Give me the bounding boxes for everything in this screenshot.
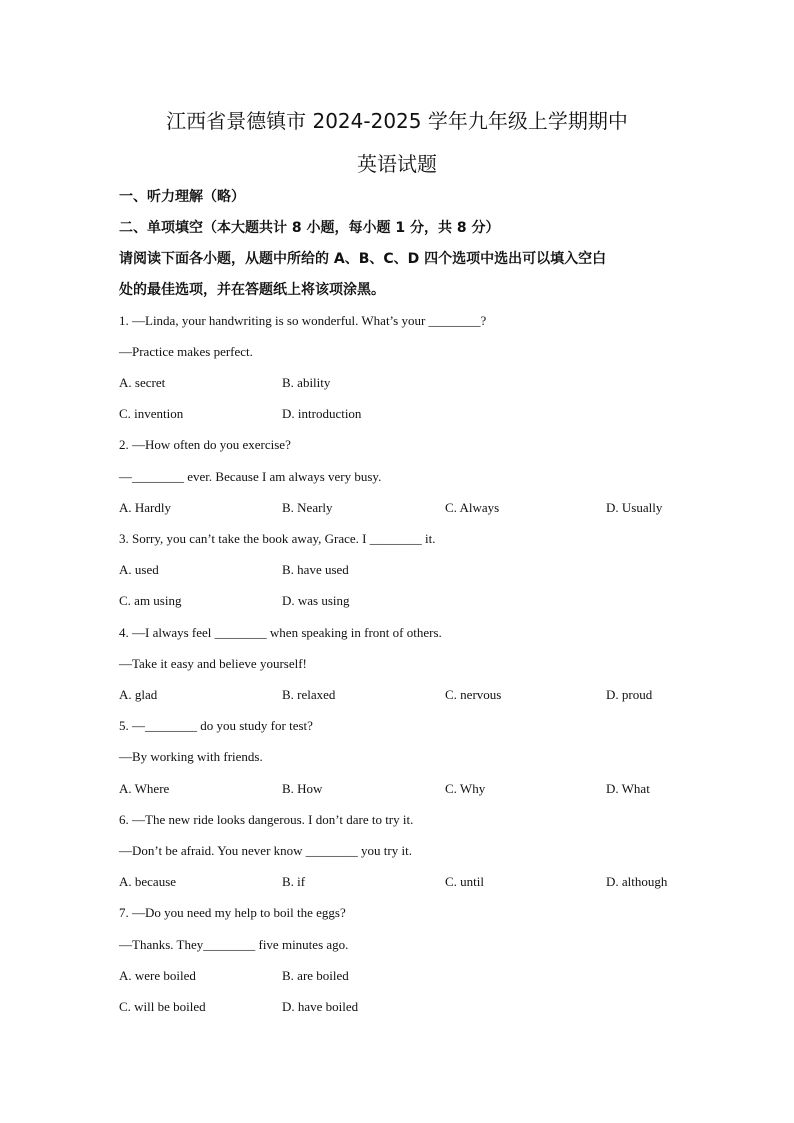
question-7-option-a: A. were boiled [119, 968, 196, 983]
question-7-option-d: D. have boiled [282, 999, 359, 1014]
question-1-stem: 1. —Linda, your handwriting is so wonderful. What’s your ________? [119, 313, 487, 328]
question-4-option-b: B. relaxed [282, 687, 336, 702]
section-single-choice-heading: 二、单项填空（本大题共计 8 小题，每小题 1 分，共 8 分） [119, 220, 500, 236]
question-7-option-c: C. will be boiled [119, 999, 206, 1014]
question-2-option-c: C. Always [445, 500, 500, 515]
page-title: 江西省景德镇市 2024-2025 学年九年级上学期期中 [166, 109, 628, 133]
question-2-option-a: A. Hardly [119, 500, 171, 515]
instructions-line-1: 请阅读下面各小题，从题中所给的 A、B、C、D 四个选项中选出可以填入空白 [119, 251, 607, 267]
question-4-option-c: C. nervous [445, 687, 502, 702]
question-6-option-b: B. if [282, 874, 306, 889]
question-4-option-d: D. proud [606, 687, 653, 702]
question-1-option-c: C. invention [119, 406, 184, 421]
question-3-option-b: B. have used [282, 562, 349, 577]
question-6-option-d: D. although [606, 874, 668, 889]
question-5-option-a: A. Where [119, 781, 170, 796]
question-3-option-c: C. am using [119, 593, 182, 608]
question-3-option-a: A. used [119, 562, 159, 577]
question-4-option-a: A. glad [119, 687, 158, 702]
question-1-reply: —Practice makes perfect. [119, 344, 253, 359]
question-5-option-b: B. How [282, 781, 323, 796]
question-3-option-d: D. was using [282, 593, 350, 608]
section-listening-heading: 一、听力理解（略） [119, 189, 245, 205]
question-7-reply: —Thanks. They________ five minutes ago. [119, 937, 349, 952]
question-1-option-b: B. ability [282, 375, 331, 390]
question-5-stem: 5. —________ do you study for test? [119, 718, 313, 733]
question-2-stem: 2. —How often do you exercise? [119, 437, 291, 452]
question-3-stem: 3. Sorry, you can’t take the book away, Grace. I ________ it. [119, 531, 436, 546]
question-6-reply: —Don’t be afraid. You never know ________ you try it. [119, 843, 412, 858]
question-2-reply: —________ ever. Because I am always very busy. [119, 469, 382, 484]
question-7-option-b: B. are boiled [282, 968, 349, 983]
question-5-reply: —By working with friends. [119, 749, 263, 764]
question-6-option-a: A. because [119, 874, 177, 889]
question-6-option-c: C. until [445, 874, 485, 889]
question-5-option-c: C. Why [445, 781, 486, 796]
instructions-line-2: 处的最佳选项，并在答题纸上将该项涂黑。 [119, 282, 385, 298]
question-7-stem: 7. —Do you need my help to boil the eggs? [119, 905, 346, 920]
question-1-option-d: D. introduction [282, 406, 362, 421]
question-6-stem: 6. —The new ride looks dangerous. I don’t dare to try it. [119, 812, 414, 827]
question-1-option-a: A. secret [119, 375, 166, 390]
question-2-option-b: B. Nearly [282, 500, 333, 515]
question-4-reply: —Take it easy and believe yourself! [119, 656, 307, 671]
question-2-option-d: D. Usually [606, 500, 663, 515]
page-subtitle: 英语试题 [357, 152, 437, 176]
question-5-option-d: D. What [606, 781, 650, 796]
question-4-stem: 4. —I always feel ________ when speaking in front of others. [119, 625, 442, 640]
